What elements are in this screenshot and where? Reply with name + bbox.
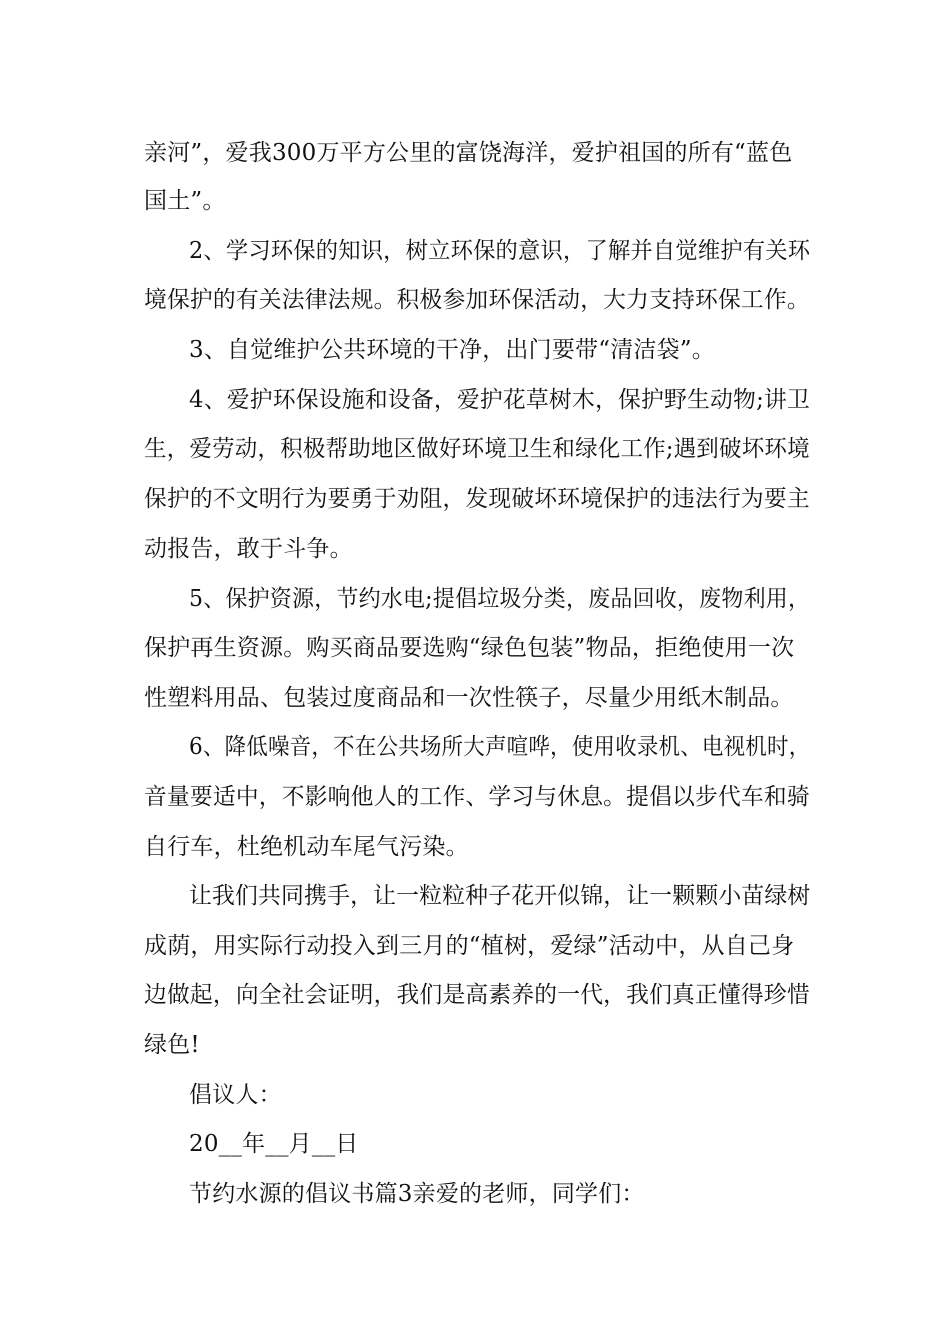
text-line: 绿色!	[144, 1032, 200, 1058]
text-line: 边做起，向全社会证明，我们是高素养的一代，我们真正懂得珍惜	[144, 982, 810, 1008]
text-line: 保护的不文明行为要勇于劝阻，发现破坏环境保护的违法行为要主	[144, 486, 810, 512]
text-line: 保护再生资源。购买商品要选购“绿色包装”物品，拒绝使用一次	[144, 635, 795, 661]
text-line: 动报告，敢于斗争。	[144, 536, 353, 562]
text-line: 5、保护资源，节约水电;提倡垃圾分类，废品回收，废物利用，	[189, 586, 811, 612]
text-line: 性塑料用品、包装过度商品和一次性筷子，尽量少用纸木制品。	[144, 685, 794, 711]
text-line: 6、降低噪音，不在公共场所大声喧哗，使用收录机、电视机时，	[189, 734, 811, 760]
text-line: 音量要适中，不影响他人的工作、学习与休息。提倡以步代车和骑	[144, 784, 810, 810]
text-line: 成荫，用实际行动投入到三月的“植树，爱绿”活动中，从自己身	[144, 933, 795, 959]
text-line: 国土”。	[144, 188, 226, 214]
text-line: 亲河”，爱我300万平方公里的富饶海洋，爱护祖国的所有“蓝色	[144, 140, 793, 166]
signatory-label: 倡议人：	[189, 1082, 282, 1108]
text-line: 2、学习环保的知识，树立环保的意识，了解并自觉维护有关环	[189, 238, 811, 264]
text-line: 生，爱劳动，积极帮助地区做好环境卫生和绿化工作;遇到破坏环境	[144, 436, 810, 462]
text-line: 4、爱护环保设施和设备，爱护花草树木，保护野生动物;讲卫	[189, 387, 810, 413]
date-line: 20__年__月__日	[189, 1131, 359, 1157]
text-line: 境保护的有关法律法规。积极参加环保活动，大力支持环保工作。	[144, 287, 810, 313]
text-line: 让我们共同携手，让一粒粒种子花开似锦，让一颗颗小苗绿树	[189, 883, 811, 909]
section-heading: 节约水源的倡议书篇3亲爱的老师，同学们：	[189, 1181, 645, 1207]
text-line: 自行车，杜绝机动车尾气污染。	[144, 834, 469, 860]
text-line: 3、自觉维护公共环境的干净，出门要带“清洁袋”。	[189, 337, 715, 363]
